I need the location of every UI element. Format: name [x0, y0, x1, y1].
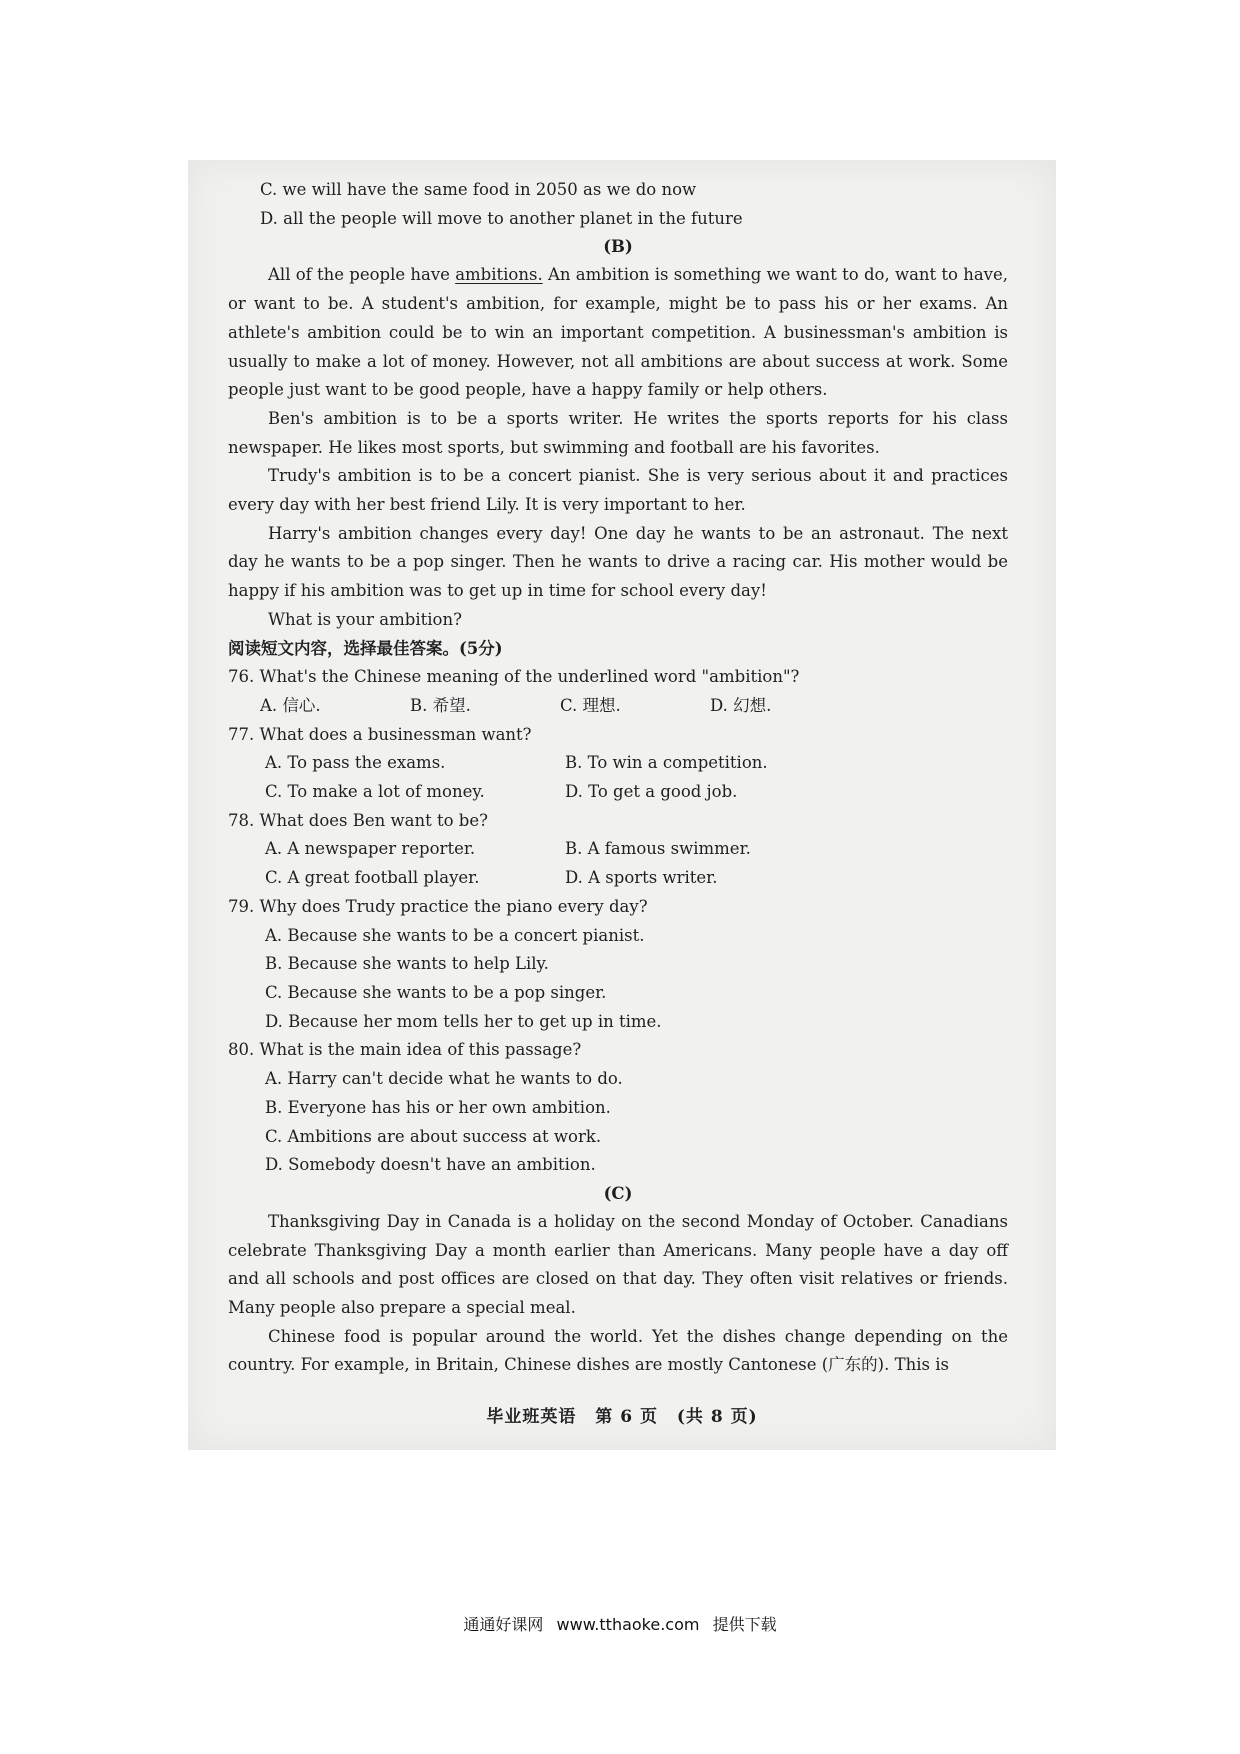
- exam-content: [228, 176, 1008, 1380]
- footer-page-number: 第 6 页: [595, 1407, 658, 1427]
- option-b: B. Everyone has his or her own ambition.: [265, 1097, 611, 1117]
- option-a: A. A newspaper reporter.: [265, 839, 476, 859]
- download-footer: [0, 1612, 1240, 1635]
- page-footer: [188, 1402, 1056, 1427]
- option-b: B. To win a competition.: [565, 753, 768, 773]
- instruction: 阅读短文内容，选择最佳答案。(5分): [228, 638, 503, 658]
- passage-c-paragraph-2: Chinese food is popular around the world. Yet the dishes change depending on the country. For example, in Britain, Chinese dishes are mostly Cantonese (广东的). This is: [228, 1326, 1008, 1375]
- section-b-heading: (B): [603, 237, 633, 257]
- option-c: C. A great football player.: [265, 868, 480, 888]
- options-row: [228, 749, 1008, 778]
- option-c: C. 理想.: [560, 695, 621, 715]
- options-row: [228, 864, 1008, 893]
- question-stem: 78. What does Ben want to be?: [228, 810, 488, 830]
- question-79: [228, 893, 1008, 1037]
- question-78: [228, 807, 1008, 893]
- passage-b-paragraph-2: Ben's ambition is to be a sports writer. He writes the sports reports for his class newspaper. He likes most sports, but swimming and football are his favorites.: [228, 408, 1008, 457]
- option-c: C. Ambitions are about success at work.: [265, 1126, 602, 1146]
- passage-b-paragraph-5: What is your ambition?: [268, 609, 462, 629]
- option-c: C. To make a lot of money.: [265, 782, 485, 802]
- option-a: A. 信心.: [260, 695, 321, 715]
- question-stem: 77. What does a businessman want?: [228, 724, 532, 744]
- section-b-passage: [228, 261, 1008, 634]
- passage-b-paragraph-4: Harry's ambition changes every day! One day he wants to be an astronaut. The next day he wants to be a pop singer. Then he wants to drive a racing car. His mother would be happy if his ambition was to get up in time for school every day!: [228, 523, 1008, 601]
- option-d: D. Because her mom tells her to get up in time.: [265, 1011, 662, 1031]
- question-stem: 80. What is the main idea of this passage?: [228, 1040, 582, 1060]
- options-row: [228, 778, 1008, 807]
- option-a: A. To pass the exams.: [265, 753, 446, 773]
- prev-option-c: C. we will have the same food in 2050 as we do now: [260, 180, 697, 199]
- site-url[interactable]: www.tthaoke.com: [556, 1615, 700, 1634]
- option-c: C. Because she wants to be a pop singer.: [265, 982, 607, 1002]
- question-76: [228, 663, 1008, 720]
- footer-subject: 毕业班英语: [486, 1407, 577, 1427]
- question-stem: 79. Why does Trudy practice the piano every day?: [228, 896, 648, 916]
- underlined-word: ambitions.: [455, 265, 543, 285]
- options-row: [228, 692, 1008, 721]
- question-stem: 76. What's the Chinese meaning of the underlined word "ambition"?: [228, 667, 800, 687]
- question-77: [228, 721, 1008, 807]
- option-d: D. A sports writer.: [565, 868, 718, 888]
- site-name: 通通好课网: [463, 1615, 544, 1634]
- footer-total-pages: (共 8 页): [676, 1407, 758, 1427]
- option-d: D. To get a good job.: [565, 782, 738, 802]
- option-d: D. Somebody doesn't have an ambition.: [265, 1155, 596, 1175]
- option-a: A. Harry can't decide what he wants to do.: [265, 1069, 623, 1089]
- option-a: A. Because she wants to be a concert pianist.: [265, 925, 645, 945]
- section-c-heading: (C): [603, 1183, 633, 1203]
- options-row: [228, 835, 1008, 864]
- passage-c-paragraph-1: Thanksgiving Day in Canada is a holiday on the second Monday of October. Canadians celebrate Thanksgiving Day a month earlier than Americans. Many people have a day off and all schools and post offices are closed on that day. They often visit relatives or friends. Many people also prepare a special meal.: [228, 1211, 1008, 1318]
- prev-option-d: D. all the people will move to another planet in the future: [260, 208, 743, 228]
- question-80: [228, 1036, 1008, 1180]
- passage-b-paragraph-3: Trudy's ambition is to be a concert pianist. She is very serious about it and practices every day with her best friend Lily. It is very important to her.: [228, 466, 1008, 515]
- option-b: B. 希望.: [410, 695, 471, 715]
- section-c-passage: [228, 1208, 1008, 1380]
- passage-b-paragraph-1: All of the people have ambitions. An ambition is something we want to do, want to have, or want to be. A student's ambition, for example, might be to pass his or her exams. An athlete's ambition could be to win an important competition. A businessman's ambition is usually to make a lot of money. However, not all ambitions are about success at work. Some people just want to be good people, have a happy family or help others.: [228, 265, 1009, 400]
- option-b: B. A famous swimmer.: [565, 839, 751, 859]
- download-note: 提供下载: [712, 1615, 777, 1634]
- option-b: B. Because she wants to help Lily.: [265, 954, 549, 974]
- option-d: D. 幻想.: [710, 695, 772, 715]
